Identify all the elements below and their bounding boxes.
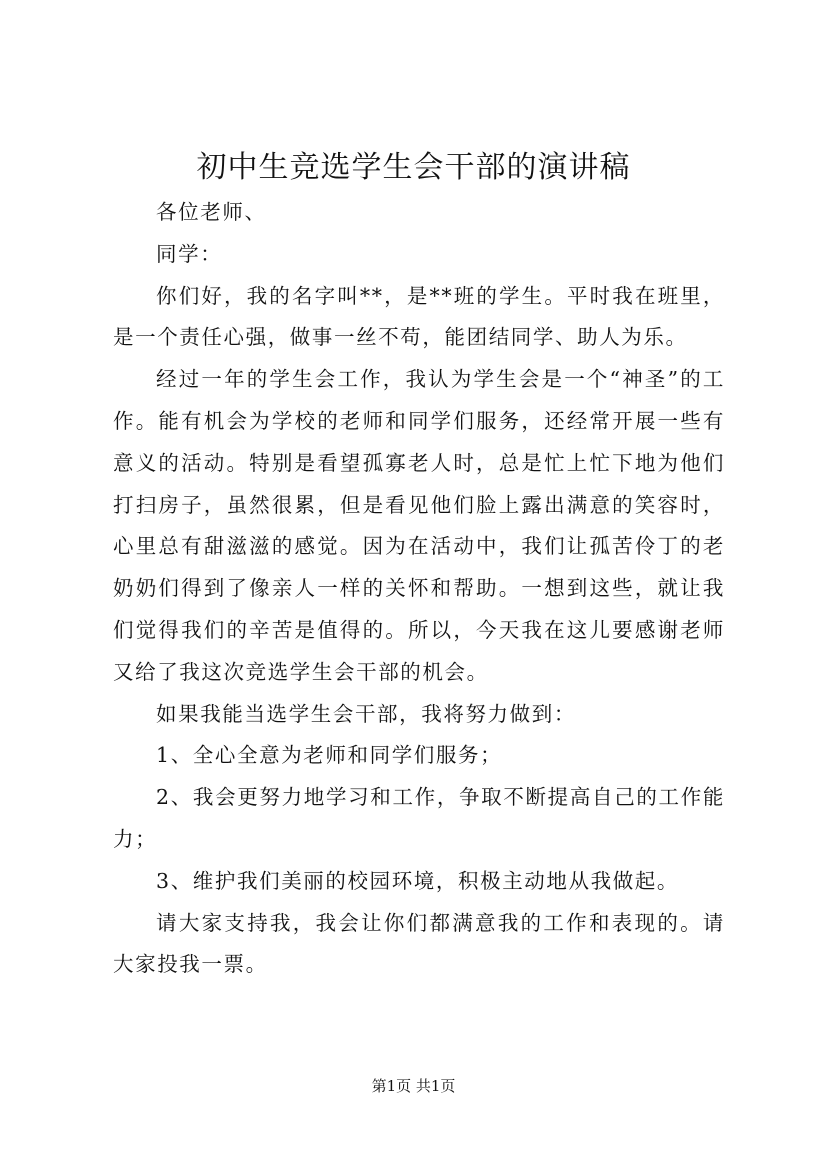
paragraph-introduction: 你们好，我的名字叫**，是**班的学生。平时我在班里，是一个责任心强，做事一丝不苟，能团结同学、助人为乐。 bbox=[113, 283, 725, 350]
page-title: 初中生竞选学生会干部的演讲稿 bbox=[196, 150, 631, 185]
document-body bbox=[113, 192, 725, 986]
paragraph-pledge-1: 1、全心全意为老师和同学们服务； bbox=[156, 743, 503, 768]
paragraph-closing: 请大家支持我，我会让你们都满意我的工作和表现的。请大家投我一票。 bbox=[113, 910, 725, 977]
paragraph-pledge-3: 3、维护我们美丽的校园环境，积极主动地从我做起。 bbox=[156, 868, 679, 893]
paragraph-pledge-2: 2、我会更努力地学习和工作，争取不断提高自己的工作能力； bbox=[113, 785, 725, 851]
paragraph-experience: 经过一年的学生会工作，我认为学生会是一个“神圣”的工作。能有机会为学校的老师和同学们服务，还经常开展一些有意义的活动。特别是看望孤寡老人时，总是忙上忙下地为他们打扫房子，虽然很累，但是看见他们脸上露出满意的笑容时，心里总有甜滋滋的感觉。因为在活动中，我们让孤苦伶丁的老奶奶们得到了像亲人一样的关怀和帮助。一想到这些，就让我们觉得我们的辛苦是值得的。所以，今天我在这儿要感谢老师又给了我这次竞选学生会干部的机会。 bbox=[113, 367, 725, 684]
paragraph-pledge-intro: 如果我能当选学生会干部，我将努力做到： bbox=[156, 701, 576, 726]
paragraph-salutation-teachers: 各位老师、 bbox=[156, 200, 267, 224]
page-number-footer: 第1页 共1页 bbox=[371, 1077, 456, 1095]
paragraph-salutation-students: 同学： bbox=[156, 241, 223, 266]
